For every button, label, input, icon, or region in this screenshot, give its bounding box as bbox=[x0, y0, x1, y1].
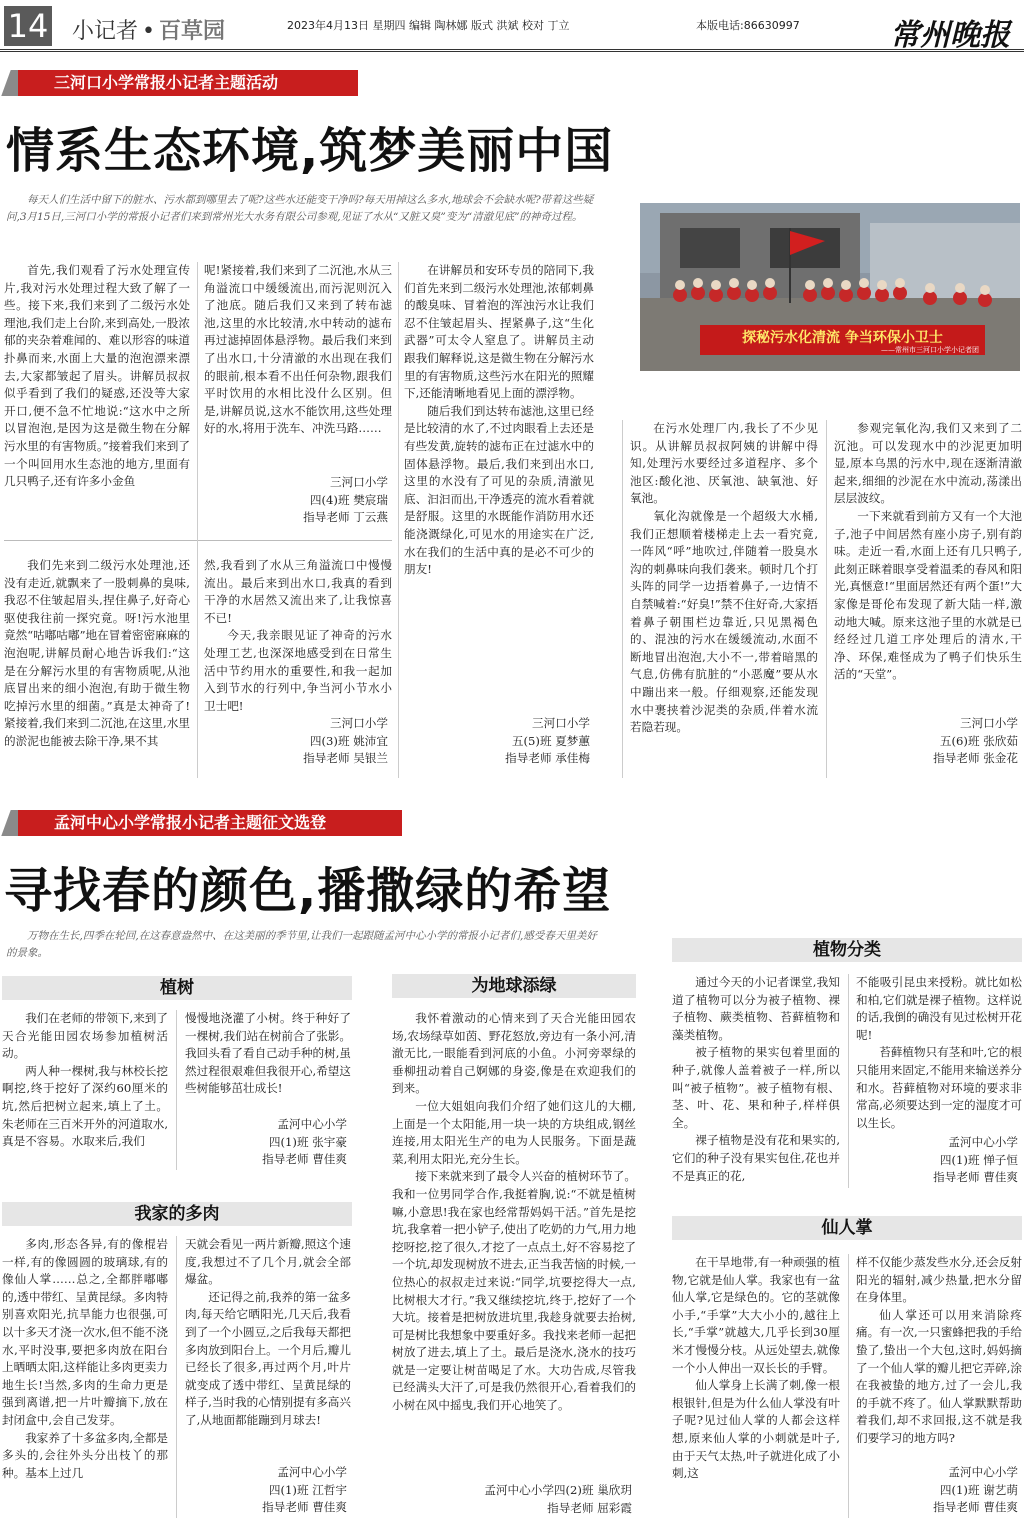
article-col: 在污水处理厂内,我长了不少见识。从讲解员叔叔阿姨的讲解中得知,处理污水要经过多道程序、多个池区:酸化池、厌氧池、缺氧池、好氧池。 氧化沟就像是一个超级大水桶,我们正想顺着楼梯走上去一看究竟,一阵风“呼”地吹过,伴随着一股臭水沟的刺鼻味向我们袭来。顿时几个打头阵的同学一边捂着鼻子,一边情不自禁喊着:“好臭!”禁不住好奇,大家捂着鼻子朝围栏边靠近,只见黑褐色的、混浊的污水在缓缓流动,水面不断地冒出泡泡,大小不一,带着暗黑的气息,仿佛有肮脏的“小恶魔”要从水中蹦出来一般。仔细观察,还能发现水中裹挟着沙泥类的杂质,伴着水流若隐若现。 bbox=[630, 421, 818, 735]
article-col: 我怀着激动的心情来到了天合光能田园农场,农场绿草如茵、野花怒放,旁边有一条小河,清澈无比,一眼能看到河底的小鱼。小河旁翠绿的垂柳扭动着自己婀娜的身姿,像是在欢迎我们的到来。 一位大姐姐向我们介绍了她们这儿的大棚,上面是一个太阳能,用一块一块的方块组成,钢丝连接,用太阳光生产的电为人民服务。下面是蔬菜,利用太阳光,充分生长。 接下来就来到了最令人兴奋的植树环节了。我和一位男同学合作,我挺着胸,说:“不就是植树嘛,小意思!我在家也经常帮妈妈干活。”首先是挖坑,我拿着一把小铲子,使出了吃奶的力气,用力地挖呀挖,挖了很久,才挖了一点点土,好不容易挖了一个坑,却发现树放不进去,正当我苦恼的时候,一位热心的叔叔走过来说:“同学,坑要挖得大一点,比树根大才行。”我又继续挖坑,终于,挖好了一个大坑。接着是把树放进坑里,我趁身就要去抬树,可是树比我想象中要重好多。我找来老师一起把树放了进去,填上了土。最后是浇水,浇水的技巧就是一定要让树苗喝足了水。大功告成,尽管我已经满头大汗了,可是我仍然很开心,看着我们的小树在风中摇曳,我们开心地笑了。 bbox=[392, 1011, 636, 1413]
divider bbox=[176, 1236, 177, 1518]
article-col: 首先,我们观看了污水处理宣传片,我对污水处理过程大致了解了一些。接下来,我们来到了二级污水处理池,我们走上台阶,来到高处,一股浓郁的夹杂着难闻的、难以形容的味道扑鼻而来,水面上大量的泡泡漂来漂去,大家都皱起了眉头。讲解员叔叔似乎看到了我们的疑惑,还没等大家开口,便不急不忙地说:“这水中之所以冒泡泡,是因为这是微生物在分解污水里的有害物质。”接着我们来到了一个叫回用水生态池的地方,里面有几只鸭子,还有许多小金鱼 bbox=[4, 263, 190, 489]
phone-line: 本版电话:86630997 bbox=[696, 19, 800, 32]
article-col: 在干旱地带,有一种顽强的植物,它就是仙人掌。我家也有一盆仙人掌,它是绿色的。它的茎就像小手,“手掌”大大小小的,越往上长,“手掌”就越大,几乎长到30厘米才慢慢分枝。从远处望去,就像一个小人伸出一双长长的手臂。 仙人掌身上长满了刺,像一根根银针,但是为什么仙人掌没有叶子呢?见过仙人掌的人都会这样想,原来仙人掌的小刺就是叶子,由于天气太热,叶子就进化成了小刺,这 bbox=[672, 1255, 840, 1481]
article-col: 然,我看到了水从三角溢流口中慢慢流出。最后来到出水口,我真的看到干净的水居然又流出来了,让我惊喜不已! 今天,我亲眼见证了神奇的污水处理工艺,也深深地感受到在日常生活中节约用水的重要性,和我一起加入到节水的行列中,争当河小节水小卫士吧! bbox=[204, 558, 392, 713]
subhead: 仙人掌 bbox=[672, 1216, 1022, 1240]
article-signature: 三河口小学 四(3)班 姚沛宜 指导老师 吴银兰 bbox=[303, 716, 388, 766]
article-col: 不能吸引昆虫来授粉。就比如松和柏,它们就是裸子植物。这样说的话,我倒的确没有见过松树开花呢! 苔藓植物只有茎和叶,它的根只能用来固定,不能用来输送养分和水。苔藓植物对环境的要求非常高,必须要达到一定的湿度才可以生长。 bbox=[856, 975, 1022, 1130]
photo-banner-text: 探秘污水化清流 争当环保小卫士 bbox=[742, 330, 943, 346]
divider bbox=[176, 1010, 177, 1170]
page-number: 14 bbox=[4, 6, 52, 46]
subhead: 植树 bbox=[2, 976, 352, 1000]
article-signature: 孟河中心小学 四(1)班 张宇豪 指导老师 曹佳爽 bbox=[262, 1117, 347, 1167]
article-signature: 孟河中心小学 四(1)班 惮子恒 指导老师 曹佳爽 bbox=[933, 1135, 1018, 1185]
story2-banner: 孟河中心小学常报小记者主题征文选登 bbox=[18, 810, 402, 836]
article-signature: 孟河中心小学四(2)班 巢欣玥 指导老师 屈彩霞 bbox=[484, 1483, 632, 1515]
divider bbox=[398, 262, 399, 778]
divider bbox=[848, 1254, 849, 1518]
story2-headline: 寻找春的颜色,播撒绿的希望 bbox=[4, 863, 612, 919]
article-col: 呢!紧接着,我们来到了二沉池,水从三角溢流口中缓缓流出,而污泥则沉入了池底。随后我们又来到了转布滤池,这里的水比较清,水中转动的滤布再过滤掉固体悬浮物。最后我们来到了出水口,十分清澈的水出现在我们的眼前,根本看不出任何杂物,跟我们平时饮用的水相比没什么区别。但是,讲解员说,这水不能饮用,这些处理好的水,将用于洗车、冲洗马路…… bbox=[204, 263, 392, 436]
divider bbox=[197, 262, 198, 778]
article-signature: 三河口小学 四(4)班 樊宸瑞 指导老师 丁云燕 bbox=[303, 475, 388, 525]
paper-logo: 常州晚报 bbox=[890, 18, 1010, 53]
story1-banner: 三河口小学常报小记者主题活动 bbox=[18, 70, 358, 96]
subhead: 为地球添绿 bbox=[392, 974, 636, 998]
story1-headline: 情系生态环境,筑梦美丽中国 bbox=[6, 123, 614, 179]
divider bbox=[826, 420, 827, 778]
group-photo bbox=[640, 203, 1020, 371]
story1-lead: 每天人们生活中留下的脏水、污水都到哪里去了呢?这些水还能变干净吗?每天用掉这么多水,地球会不会缺水呢?带着这些疑问,3月15日,三河口小学的常报小记者们来到常州光大水务有限公司参观,见证了水从“又脏又臭”变为“清澈见底”的神奇过程。 bbox=[6, 194, 594, 223]
article-col: 我们先来到二级污水处理池,还没有走近,就飘来了一股刺鼻的臭味,我忍不住皱起眉头,捏住鼻子,好奇心驱使我往前一探究竟。呀!污水池里竟然“咕嘟咕嘟”地在冒着密密麻麻的泡泡呢,讲解员耐心地告诉我们:“这是在分解污水里的有害物质呢,从池底冒出来的细小泡泡,有助于微生物吃掉污水里的细菌。”真是太神奇了!紧接着,我们来到二沉池,在这里,水里的淤泥也能被去除干净,果不其 bbox=[4, 558, 190, 748]
masthead bbox=[0, 0, 1024, 52]
section-name: 小记者 • 百草园 bbox=[72, 19, 226, 44]
article-signature: 孟河中心小学 四(1)班 谢艺萌 指导老师 曹佳爽 bbox=[933, 1465, 1018, 1515]
subhead: 我家的多肉 bbox=[2, 1202, 352, 1226]
article-signature: 孟河中心小学 四(1)班 江哲宇 指导老师 曹佳爽 bbox=[262, 1465, 347, 1515]
article-signature: 三河口小学 五(6)班 张欣茹 指导老师 张金花 bbox=[933, 716, 1018, 766]
article-col: 天就会看见一两片新瓣,照这个速度,我想过不了几个月,就会全部爆盆。 还记得之前,我养的第一盆多肉,每天给它晒阳光,几天后,我看到了一个小圆豆,之后我每天都把多肉放到阳台上。一个月后,瓣儿已经长了很多,再过两个月,叶片就变成了透中带红、呈黄昆绿的样子,当时我的心情别提有多高兴了,从地面都能蹦到月球去! bbox=[185, 1237, 351, 1427]
subhead: 植物分类 bbox=[672, 938, 1022, 962]
divider bbox=[848, 974, 849, 1188]
divider bbox=[622, 420, 623, 778]
article-col: 在讲解员和安环专员的陪同下,我们首先来到二级污水处理池,浓郁刺鼻的酸臭味、冒着泡的浑浊污水让我们忍不住皱起眉头、捏紧鼻子,这“生化武器”可太令人窒息了。讲解员主动跟我们解释说,这是微生物在分解污水里的有害物质,这些污水在阳光的照耀下,还能清晰地看见上面的漂浮物。 随后我们到达转布滤池,这里已经是比较清的水了,不过肉眼看上去还是有些发黄,旋转的滤布正在过滤水中的固体悬浮物。最后,我们来到出水口,这里的水没有了可见的杂质,清澈见底、汩汩而出,干净透亮的流水看着就是舒服。这里的水既能作消防用水还能浇溉绿化,可见水的用途实在广泛,水在我们的生活中真的是必不可少的朋友! bbox=[404, 263, 594, 577]
article-col: 参观完氧化沟,我们又来到了二沉池。可以发现水中的沙泥更加明显,原本乌黑的污水中,现在逐渐清澈起来,细细的沙泥在水中流动,荡漾出层层波纹。 一下来就看到前方又有一个大池子,池子中间居然有座小房子,别有韵味。走近一看,水面上还有几只鸭子,此刻正眯着眼享受着温柔的春风和阳光,真惬意!“里面居然还有两个蛋!”大家像是哥伦布发现了新大陆一样,激动地大喊。原来这池子里的水就是已经经过几道工序处理后的清水,干净、环保,难怪成为了鸭子们快乐生活的“天堂”。 bbox=[834, 421, 1022, 682]
photo-banner-sub: ——常州市三河口小学小记者团 bbox=[881, 346, 979, 354]
divider bbox=[4, 540, 392, 541]
article-col: 样不仅能少蒸发些水分,还会反射阳光的辐射,减少热量,把水分留在身体里。 仙人掌还可以用来消除疼痛。有一次,一只蜜蜂把我的手给蛰了,蛰出一个大包,这时,妈妈摘了一个仙人掌的瓣儿把它弄碎,涂在我被蛰的地方,过了一会儿,我的手就不疼了。仙人掌默默帮助着我们,却不求回报,这不就是我们要学习的地方吗? bbox=[856, 1255, 1022, 1445]
article-col: 通过今天的小记者课堂,我知道了植物可以分为被子植物、裸子植物、蕨类植物、苔藓植物和藻类植物。 被子植物的果实包着里面的种子,就像人盖着被子一样,所以叫“被子植物”。被子植物有根、茎、叶、花、果和种子,样样俱全。 裸子植物是没有花和果实的,它们的种子没有果实包住,花也并不是真正的花, bbox=[672, 975, 840, 1183]
story2-lead: 万物在生长,四季在轮回,在这春意盎然中、在这美丽的季节里,让我们一起跟随孟河中心小学的常报小记者们,感受春天里美好的景象。 bbox=[6, 930, 597, 959]
article-col: 我们在老师的带领下,来到了天合光能田园农场参加植树活动。 两人种一棵树,我与林校长挖啊挖,终于挖好了深约60厘米的坑,然后把树立起来,填上了土。朱老师在三百米开外的河道取水,真是不容易。水取来后,我们 bbox=[2, 1011, 168, 1149]
date-editor-line: 2023年4月13日 星期四 编辑 陶林娜 版式 洪斌 校对 丁立 bbox=[287, 19, 570, 32]
article-col: 慢慢地浇灌了小树。终于种好了一棵树,我们站在树前合了张影。我回头看了看自己动手种的树,虽然过程很艰难但我很开心,希望这些树能够茁壮成长! bbox=[185, 1011, 351, 1096]
article-col: 多肉,形态各异,有的像棍岩一样,有的像圆圆的玻璃球,有的像仙人掌……总之,全都胖嘟嘟的,透中带红、呈黄昆绿。多肉特别喜欢阳光,抗旱能力也很强,可以十多天才浇一次水,但不能不浇水,平时没事,要把多肉放在阳台上晒晒太阳,这样能让多肉更卖力地生长!当然,多肉的生命力更是强到离谱,把一片叶瓣摘下,放在封闭盒中,会自己发芽。 我家养了十多盆多肉,全都是多头的,会往外头分出枝丫的那种。基本上过几 bbox=[2, 1237, 168, 1480]
article-signature: 三河口小学 五(5)班 夏梦蕙 指导老师 承佳梅 bbox=[505, 716, 590, 766]
